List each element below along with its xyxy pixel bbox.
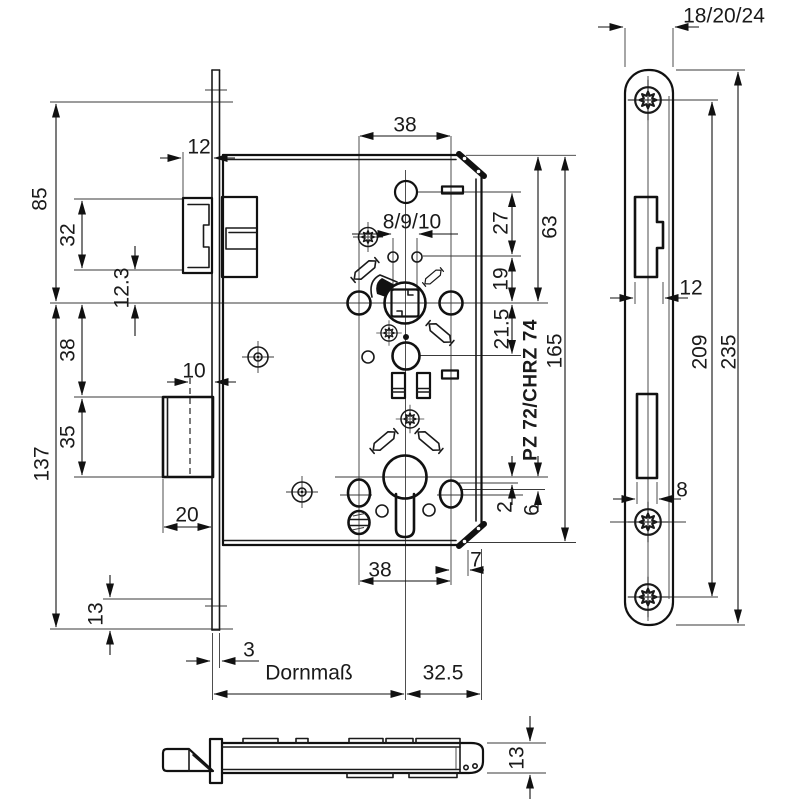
dim-32-5: 32.5 — [422, 661, 464, 685]
dim-137: 137 — [30, 446, 54, 482]
dim-20: 20 — [175, 503, 199, 527]
dim-8-9-10: 8/9/10 — [382, 210, 442, 234]
dim-35: 35 — [56, 425, 80, 449]
dim-38-top: 38 — [393, 113, 417, 137]
dim-85: 85 — [28, 187, 52, 211]
dim-38-bottom: 38 — [368, 558, 392, 582]
dim-8-front: 8 — [676, 478, 688, 502]
dim-3-plate: 3 — [243, 638, 255, 662]
dim-19: 19 — [489, 267, 513, 291]
dim-27: 27 — [489, 211, 513, 235]
label-cylinder-code: PZ 72/CHRZ 74 — [520, 319, 542, 461]
dim-7: 7 — [470, 548, 482, 572]
dim-32: 32 — [56, 223, 80, 247]
dim-13-bottom: 13 — [505, 746, 529, 770]
dim-12-latch: 12 — [187, 135, 211, 159]
dim-235: 235 — [717, 334, 741, 370]
dim-38-left: 38 — [56, 338, 80, 362]
dim-13-left: 13 — [84, 602, 108, 626]
dim-165: 165 — [543, 333, 567, 369]
dim-2: 2 — [493, 501, 517, 513]
dim-12-front: 12 — [679, 276, 703, 300]
dim-63: 63 — [538, 215, 562, 239]
dim-21-5: 21.5 — [490, 308, 514, 350]
dim-12-3: 12.3 — [110, 267, 134, 309]
label-dornmass: Dornmaß — [265, 661, 353, 685]
dim-6: 6 — [520, 504, 544, 516]
dim-209: 209 — [688, 334, 712, 370]
dim-18-20-24: 18/20/24 — [683, 4, 765, 28]
dim-10-throw: 10 — [182, 359, 206, 383]
